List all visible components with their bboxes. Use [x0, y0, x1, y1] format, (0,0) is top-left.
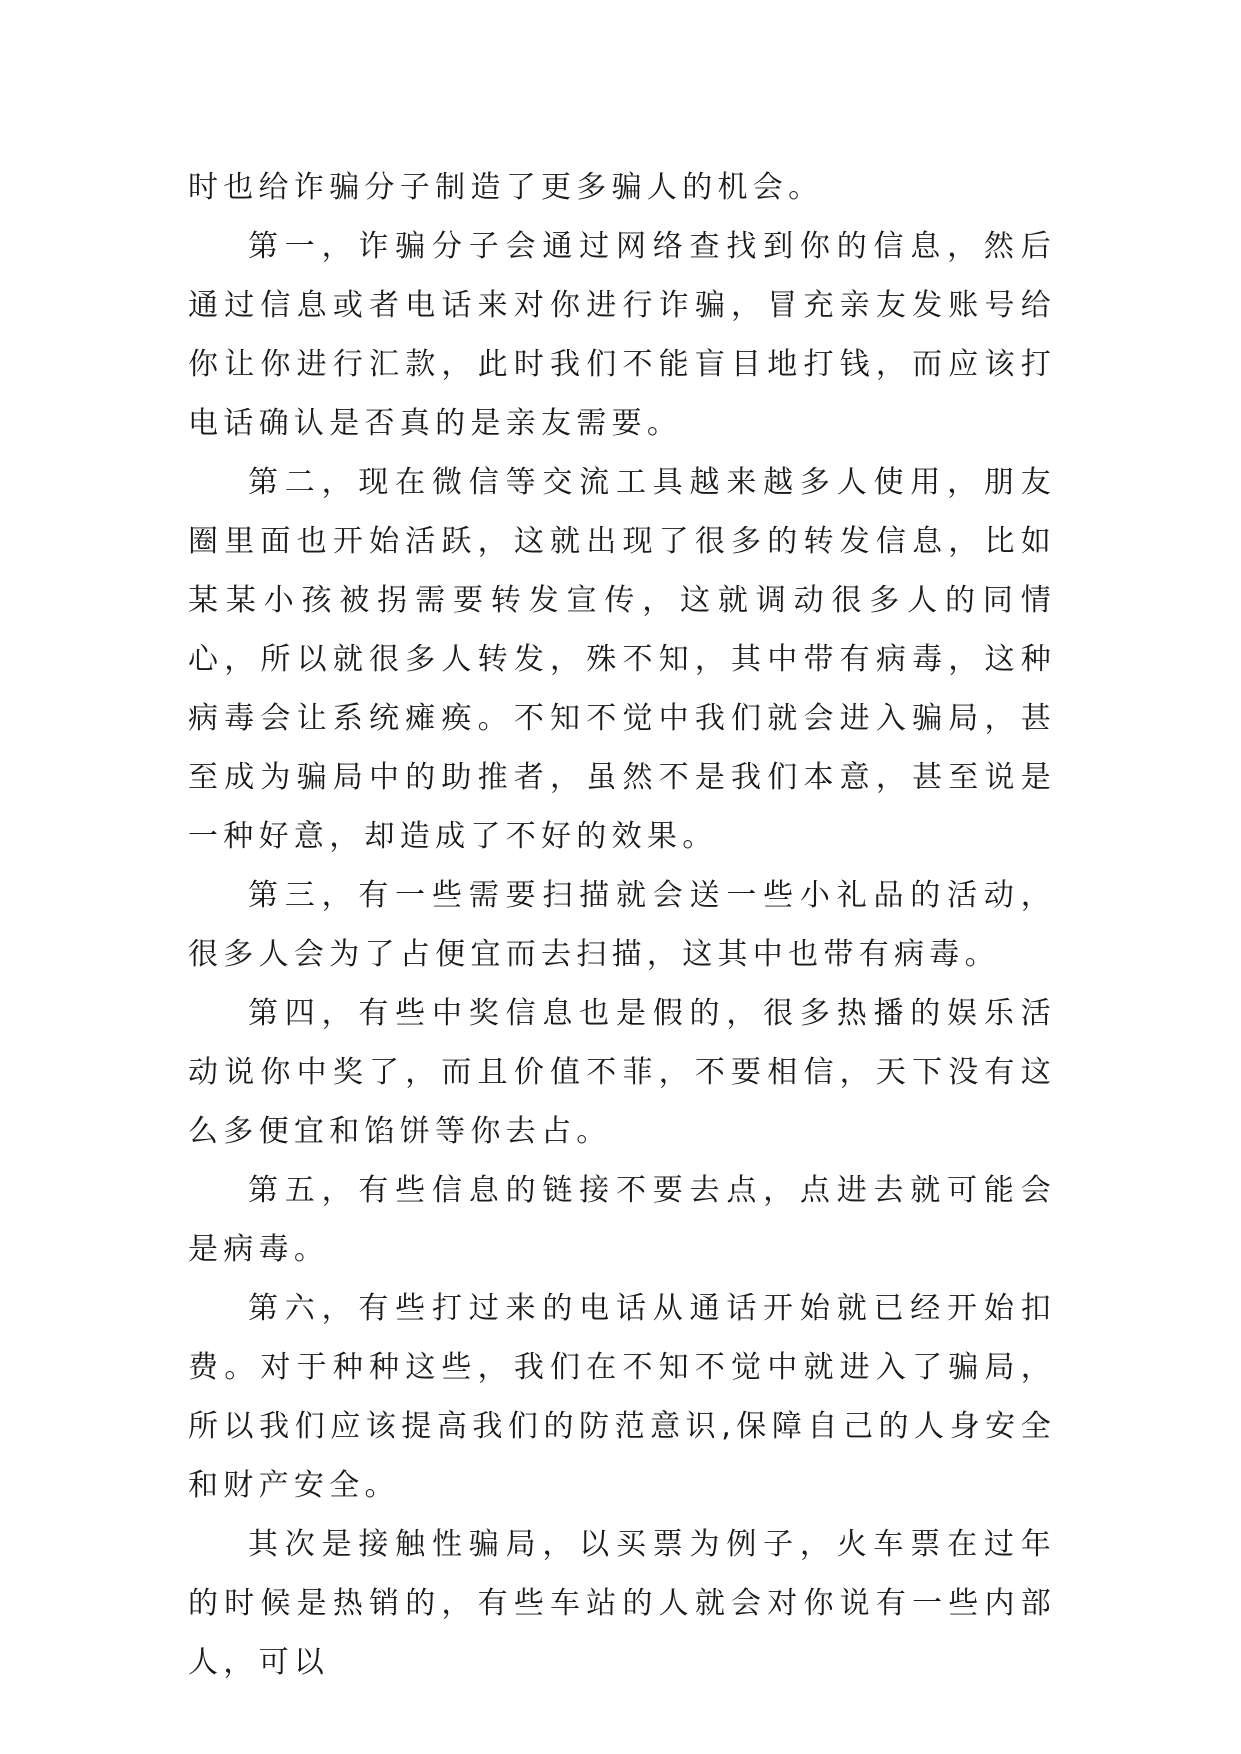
- paragraph-fifth: 第五，有些信息的链接不要去点，点进去就可能会是病毒。: [188, 1173, 1056, 1267]
- paragraph-fourth: 第四，有些中奖信息也是假的，很多热播的娱乐活动说你中奖了，而且价值不菲，不要相信，天下没有这么多便宜和馅饼等你去占。: [188, 996, 1056, 1149]
- paragraph-continuation: 时也给诈骗分子制造了更多骗人的机会。: [188, 170, 824, 205]
- paragraph-first: 第一，诈骗分子会通过网络查找到你的信息，然后通过信息或者电话来对你进行诈骗，冒充亲友发账号给你让你进行汇款，此时我们不能盲目地打钱，而应该打电话确认是否真的是亲友需要。: [188, 229, 1056, 441]
- paragraph-contact-scam: 其次是接触性骗局，以买票为例子，火车票在过年的时候是热销的，有些车站的人就会对你说有一些内部人，可以: [188, 1527, 1056, 1680]
- paragraph-sixth: 第六，有些打过来的电话从通话开始就已经开始扣费。对于种种这些，我们在不知不觉中就进入了骗局，所以我们应该提高我们的防范意识,保障自己的人身安全和财产安全。: [188, 1291, 1056, 1503]
- body-text: [188, 158, 1056, 1692]
- paragraph-second: 第二，现在微信等交流工具越来越多人使用，朋友圈里面也开始活跃，这就出现了很多的转发信息，比如某某小孩被拐需要转发宣传，这就调动很多人的同情心，所以就很多人转发，殊不知，其中带有病毒，这种病毒会让系统瘫痪。不知不觉中我们就会进入骗局，甚至成为骗局中的助推者，虽然不是我们本意，甚至说是一种好意，却造成了不好的效果。: [188, 465, 1056, 854]
- paragraph-third: 第三，有一些需要扫描就会送一些小礼品的活动，很多人会为了占便宜而去扫描，这其中也带有病毒。: [188, 878, 1056, 972]
